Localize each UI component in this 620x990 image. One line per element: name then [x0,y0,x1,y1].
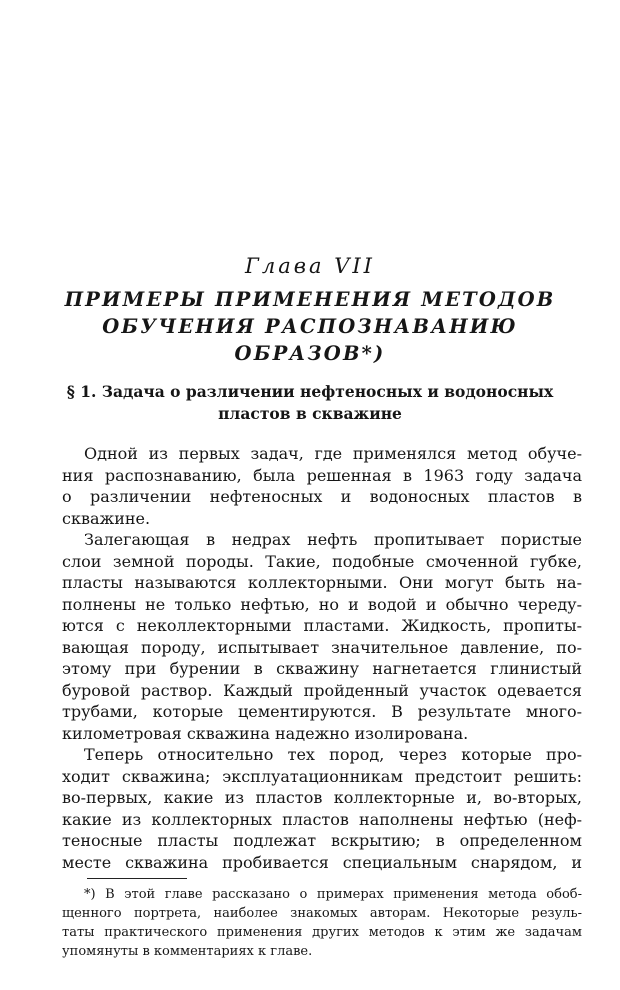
section-heading-line: § 1. Задача о различении нефтеносных и водоносных [66,382,554,401]
section-heading-line: пластов в скважине [218,404,402,423]
body-line: ются с неколлекторными пластами. Жидкость, пропиты- [62,616,582,635]
body-line: ходит скважина; эксплуатационникам предстоит решить: [62,766,582,786]
body-line: о различении нефтеносных и водоносных пластов в [62,487,582,506]
body-line: трубами, которые цементируются. В результате многo- [62,702,582,721]
footnote-line: *) В этой главе рассказано о примерах применения метода обоб- [84,887,582,902]
chapter-title-line: ОБРАЗОВ*) [234,342,386,365]
body-line: пласты называются коллекторными. Они могут быть на- [62,573,582,592]
footnote [62,885,582,961]
body-line: слои земной породы. Такие, подобные смоченной губке, [62,551,582,571]
footnote-line: упомянуты в комментариях к главе. [62,944,313,959]
body-line: вающая породу, испытывает значительное давление, по- [62,637,582,657]
body-line: полнены не только нефтью, но и водой и обычно череду- [62,594,582,614]
footnote-divider [87,878,187,879]
body-line: буровой раствор. Каждый пройденный участок одевается [62,680,582,700]
body-line: Залегающая в недрах нефть пропитывает пористые [84,530,582,549]
body-line: ния распознаванию, была решенная в 1963 году задача [62,465,582,485]
chapter-title-line: ОБУЧЕНИЯ РАСПОЗНАВАНИЮ [102,315,518,338]
body-line: километровая скважина надежно изолирована. [62,723,469,743]
footnote-line: щенного портрета, наиболее знакомых авторам. Некоторые резуль- [62,906,582,921]
footnote-line: таты практического применения других методов к этим же задачам [62,925,582,940]
body-line: Одной из первых задач, где применялся метод обуче- [84,444,582,463]
body-line: месте скважина пробивается специальным снарядом, и [62,852,582,872]
body-line: скважине. [62,508,151,528]
body-line: какие из коллекторных пластов наполнены нефтью (неф- [62,809,582,829]
chapter-title-line: ПРИМЕРЫ ПРИМЕНЕНИЯ МЕТОДОВ [64,288,556,311]
body-line: Теперь относительно тех пород, через которые про- [84,745,582,764]
chapter-label: Глава VII [245,254,375,278]
section-heading [60,381,560,425]
body-line: теносные пласты подлежат вскрытию; в определенном [62,831,582,850]
body-line: во-первых, какие из пластов коллекторные и, во-вторых, [62,788,582,807]
body-text [62,443,582,873]
body-line: этому при бурении в скважину нагнетается глинистый [62,659,582,678]
chapter-title [40,286,580,367]
